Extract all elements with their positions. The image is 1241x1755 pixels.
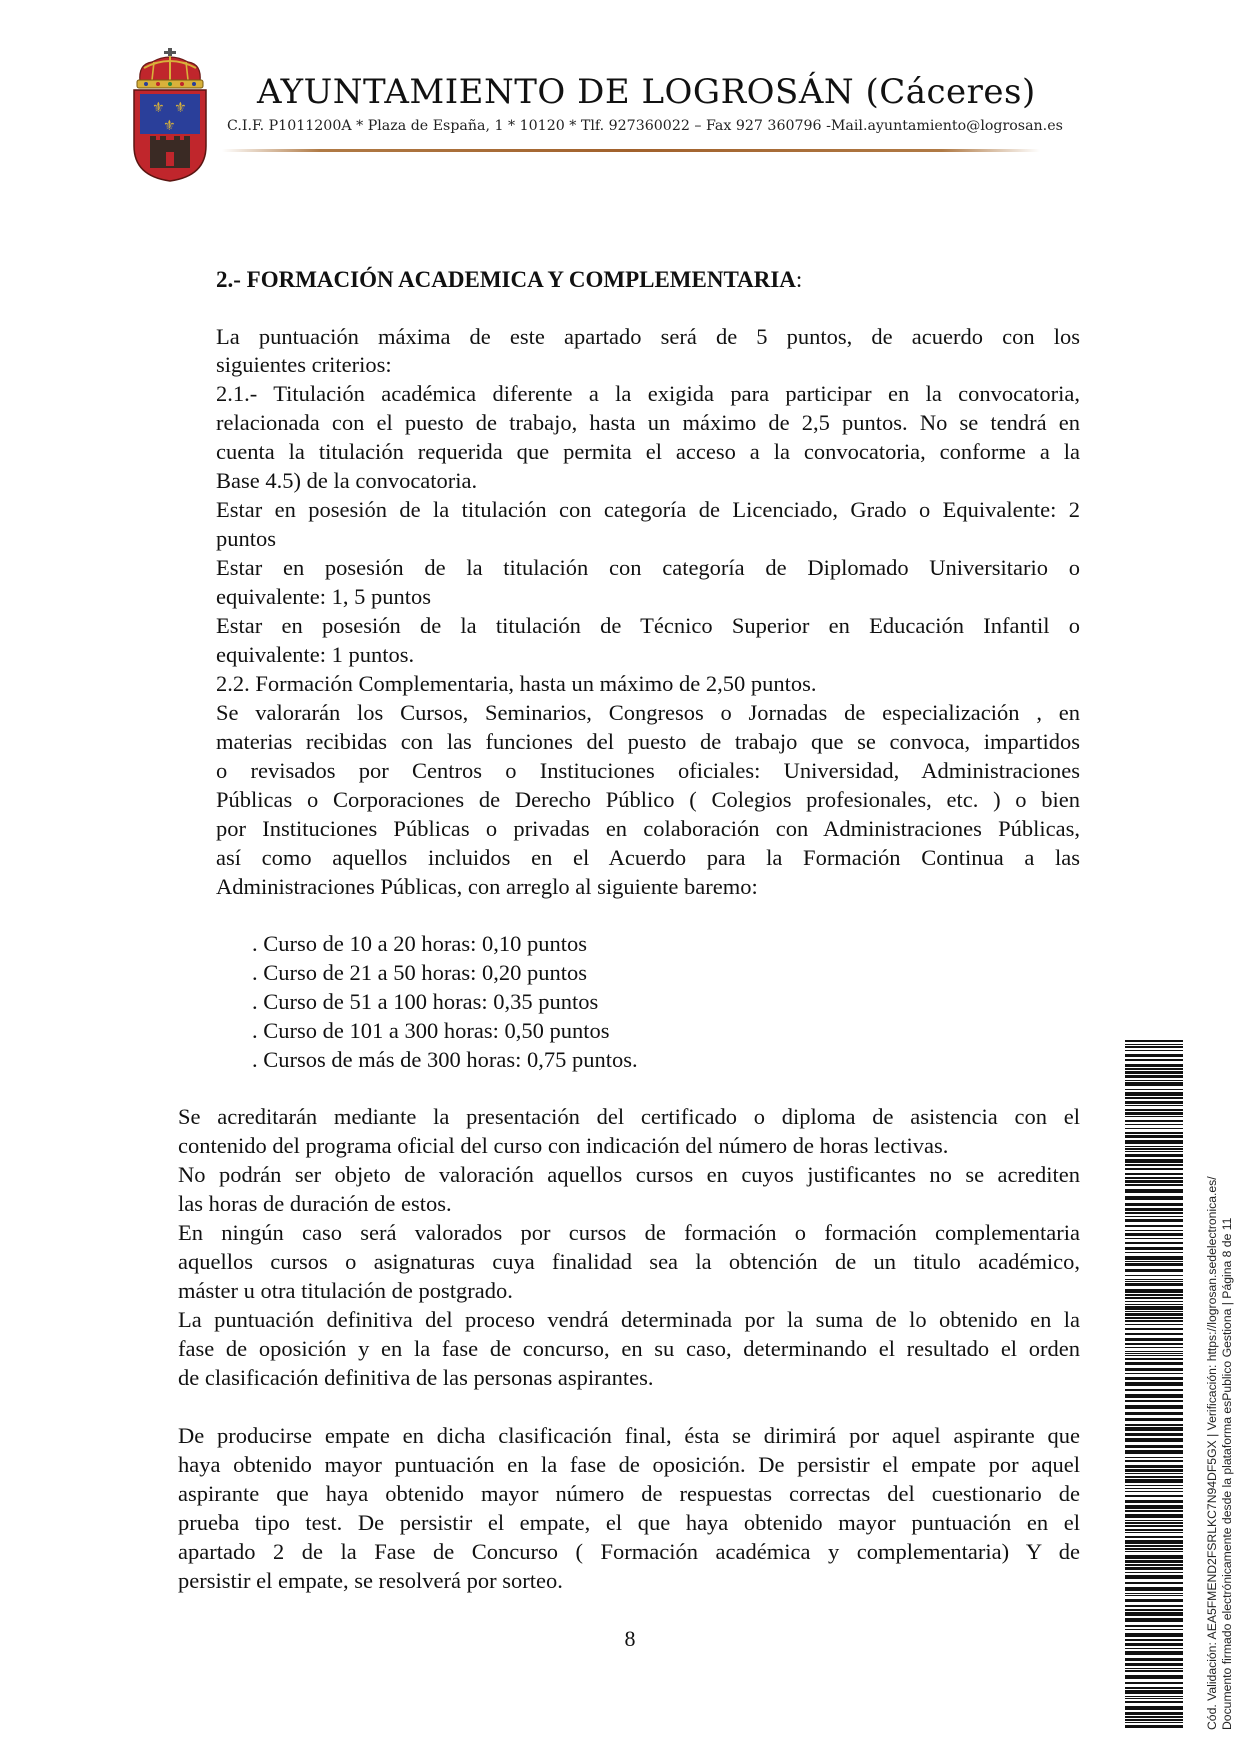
barcode-bar xyxy=(1125,1343,1183,1345)
barcode-bar xyxy=(1125,1068,1183,1070)
scale-list-item: . Curso de 51 a 100 horas: 0,35 puntos xyxy=(252,989,599,1014)
barcode-bar xyxy=(1125,1338,1183,1341)
barcode-bar xyxy=(1125,1116,1183,1117)
paragraph-line: o revisados por Centros o Instituciones oficiales: Universidad, Administraciones xyxy=(216,758,1080,783)
barcode-bar xyxy=(1125,1696,1183,1697)
barcode-bar xyxy=(1125,1587,1183,1591)
barcode-bar xyxy=(1125,1154,1183,1157)
barcode-bar xyxy=(1125,1151,1183,1152)
barcode-bar xyxy=(1125,1184,1183,1186)
paragraph-line: Se valorarán los Cursos, Seminarios, Congresos o Jornadas de especialización , en xyxy=(216,700,1080,725)
barcode-bar xyxy=(1125,1651,1183,1655)
barcode-bar xyxy=(1125,1405,1183,1409)
scale-list-item: . Curso de 10 a 20 horas: 0,10 puntos xyxy=(252,931,587,956)
barcode-bar xyxy=(1125,1064,1183,1067)
barcode-bar xyxy=(1125,1256,1183,1260)
barcode-bar xyxy=(1125,1140,1183,1144)
barcode-bar xyxy=(1125,1719,1183,1721)
barcode-bar xyxy=(1125,1433,1183,1436)
barcode-bar xyxy=(1125,1536,1183,1538)
barcode-bar xyxy=(1125,1269,1183,1272)
barcode-bar xyxy=(1125,1148,1183,1150)
paragraph-line: equivalente: 1 puntos. xyxy=(216,642,415,667)
barcode-bar xyxy=(1125,1135,1183,1138)
barcode-bar xyxy=(1125,1520,1183,1521)
barcode-bar xyxy=(1125,1609,1183,1611)
barcode-bar xyxy=(1125,1225,1183,1227)
barcode-bar xyxy=(1125,1247,1183,1250)
paragraph-line: La puntuación definitiva del proceso vendrá determinada por la suma de lo obtenido en la xyxy=(178,1307,1080,1332)
barcode-bar xyxy=(1125,1629,1183,1630)
barcode-bar xyxy=(1125,1252,1183,1253)
scale-list-item: . Curso de 21 a 50 horas: 0,20 puntos xyxy=(252,960,587,985)
barcode-bar xyxy=(1125,1368,1183,1371)
barcode-bar xyxy=(1125,1529,1183,1531)
section-heading-text: 2.- FORMACIÓN ACADEMICA Y COMPLEMENTARIA xyxy=(216,267,796,292)
barcode-bar xyxy=(1125,1424,1183,1426)
barcode-bar xyxy=(1125,1358,1183,1360)
barcode-bar xyxy=(1125,1605,1183,1607)
paragraph-line: No podrán ser objeto de valoración aquellos cursos en cuyos justificantes no se acrediten xyxy=(178,1162,1080,1187)
section-heading xyxy=(216,265,802,295)
barcode-bar xyxy=(1125,1054,1183,1057)
barcode-bar xyxy=(1125,1377,1183,1380)
barcode-bar xyxy=(1125,1670,1183,1672)
barcode-bar xyxy=(1125,1109,1183,1111)
barcode-bar xyxy=(1125,1394,1183,1398)
barcode-bar xyxy=(1125,1575,1183,1579)
barcode-bar xyxy=(1125,1522,1183,1524)
barcode-bar xyxy=(1125,1488,1183,1489)
coat-of-arms-icon xyxy=(130,48,210,182)
barcode-bar xyxy=(1125,1159,1183,1163)
barcode-bar xyxy=(1125,1473,1183,1474)
barcode-bar xyxy=(1125,1491,1183,1492)
barcode-bar xyxy=(1125,1173,1183,1175)
barcode-bar xyxy=(1125,1716,1183,1718)
paragraph-line: prueba tipo test. De persistir el empate, el que haya obtenido mayor puntuación en el xyxy=(178,1510,1080,1535)
paragraph-line: cuenta la titulación requerida que permita el acceso a la convocatoria, conforme a la xyxy=(216,439,1080,464)
barcode-bar xyxy=(1125,1238,1183,1239)
svg-text:⚜: ⚜ xyxy=(152,100,165,116)
barcode-bar xyxy=(1125,1555,1183,1559)
barcode-bar xyxy=(1125,1427,1183,1431)
barcode-bar xyxy=(1125,1560,1183,1563)
barcode-bar xyxy=(1125,1101,1183,1104)
barcode-bar xyxy=(1125,1582,1183,1584)
paragraph-line: siguientes criterios: xyxy=(216,352,392,377)
paragraph-line: apartado 2 de la Fase de Concurso ( Formación académica y complementaria) Y de xyxy=(178,1539,1080,1564)
barcode-bar xyxy=(1125,1347,1183,1348)
barcode-bar xyxy=(1125,1196,1183,1200)
barcode-bar xyxy=(1125,1289,1183,1293)
scale-list-item: . Curso de 101 a 300 horas: 0,50 puntos xyxy=(252,1018,610,1043)
barcode-bar xyxy=(1125,1080,1183,1081)
barcode-bar xyxy=(1125,1551,1183,1552)
barcode-bar xyxy=(1125,1373,1183,1374)
barcode-bar xyxy=(1125,1132,1183,1134)
barcode-bar xyxy=(1125,1177,1183,1179)
organization-contact-details: C.I.F. P1011200A * Plaza de España, 1 * 10120 * Tlf. 927360022 – Fax 927 360796 -Mail.ayuntamiento@logrosan.es xyxy=(227,118,1063,134)
barcode-bar xyxy=(1125,1445,1183,1448)
barcode-bar xyxy=(1125,1412,1183,1415)
barcode-bar xyxy=(1125,1712,1183,1715)
page-number: 8 xyxy=(624,1626,636,1651)
barcode-bar xyxy=(1125,1438,1183,1442)
verification-code-line: Cód. Validación: AEA5FMEND2FSRLKC7N94DF5GX | Verificación: https://logrosan.sedelectronica.es/ xyxy=(1205,1176,1219,1730)
barcode-bar xyxy=(1125,1625,1183,1627)
paragraph-line: haya obtenido mayor puntuación en la fase de oposición. De persistir el empate por aquel xyxy=(178,1452,1080,1477)
paragraph-line: 2.1.- Titulación académica diferente a la exigida para participar en la convocatoria, xyxy=(216,381,1080,406)
barcode-bar xyxy=(1125,1675,1183,1679)
paragraph-line: Estar en posesión de la titulación con categoría de Licenciado, Grado o Equivalente: 2 xyxy=(216,497,1080,522)
barcode-bar xyxy=(1125,1595,1183,1596)
barcode-bar xyxy=(1125,1333,1183,1335)
barcode-bar xyxy=(1125,1687,1183,1689)
paragraph-line: de clasificación definitiva de las personas aspirantes. xyxy=(178,1365,654,1390)
barcode-bar xyxy=(1125,1168,1183,1170)
barcode-bar xyxy=(1125,1230,1183,1231)
paragraph-line: equivalente: 1, 5 puntos xyxy=(216,584,431,609)
barcode-bar xyxy=(1125,1548,1183,1550)
barcode-bar xyxy=(1125,1469,1183,1472)
barcode-bar xyxy=(1125,1294,1183,1296)
barcode-bar xyxy=(1125,1279,1183,1280)
barcode-bar xyxy=(1125,1089,1183,1090)
paragraph-line: persistir el empate, se resolverá por sorteo. xyxy=(178,1568,563,1593)
barcode-bar xyxy=(1125,1112,1183,1115)
svg-text:⚜: ⚜ xyxy=(174,100,187,116)
barcode-bar xyxy=(1125,1572,1183,1573)
barcode-bar xyxy=(1125,1105,1183,1106)
barcode-bar xyxy=(1125,1668,1183,1669)
paragraph-line: máster u otra titulación de postgrado. xyxy=(178,1278,513,1303)
barcode-bar xyxy=(1125,1092,1183,1096)
verification-strip xyxy=(1125,1040,1234,1730)
scale-list-item: . Cursos de más de 300 horas: 0,75 puntos. xyxy=(252,1047,638,1072)
paragraph-line: materias recibidas con las funciones del puesto de trabajo que se convoca, impartidos xyxy=(216,729,1080,754)
barcode-bar xyxy=(1125,1500,1183,1503)
paragraph-line: Se acreditarán mediante la presentación del certificado o diploma de asistencia con el xyxy=(178,1104,1080,1129)
barcode-bar xyxy=(1125,1275,1183,1276)
barcode-bar xyxy=(1125,1044,1183,1045)
barcode-bar xyxy=(1125,1216,1183,1217)
barcode-bar xyxy=(1125,1311,1183,1312)
paragraph-line: aspirante que haya obtenido mayor número de respuestas correctas del cuestionario de xyxy=(178,1481,1080,1506)
paragraph-line: Administraciones Públicas, con arreglo al siguiente baremo: xyxy=(216,874,758,899)
paragraph-line: Base 4.5) de la convocatoria. xyxy=(216,468,478,493)
barcode-bar xyxy=(1125,1189,1183,1193)
organization-title: AYUNTAMIENTO DE LOGROSÁN (Cáceres) xyxy=(257,72,1036,112)
barcode-bar xyxy=(1125,1567,1183,1570)
barcode-bar xyxy=(1125,1476,1183,1478)
barcode-bar xyxy=(1125,1263,1183,1266)
barcode-bar xyxy=(1125,1618,1183,1622)
barcode-bar xyxy=(1125,1564,1183,1566)
paragraph-line: Públicas o Corporaciones de Derecho Público ( Colegios profesionales, etc. ) o bien xyxy=(216,787,1080,812)
barcode-bar xyxy=(1125,1164,1183,1166)
paragraph-line: De producirse empate en dicha clasificación final, ésta se dirimirá por aquel aspirante que xyxy=(178,1423,1080,1448)
barcode-bar xyxy=(1125,1457,1183,1458)
barcode-bar xyxy=(1125,1128,1183,1129)
paragraph-line: fase de oposición y en la fase de concurso, en su caso, determinando el resultado el orden xyxy=(178,1336,1080,1361)
paragraph-line: La puntuación máxima de este apartado será de 5 puntos, de acuerdo con los xyxy=(216,324,1080,349)
barcode-bar xyxy=(1125,1722,1183,1723)
barcode-bar xyxy=(1125,1639,1183,1641)
barcode-bar xyxy=(1125,1046,1183,1048)
barcode-bar xyxy=(1125,1120,1183,1122)
barcode-bar xyxy=(1125,1353,1183,1354)
barcode-bar xyxy=(1125,1124,1183,1125)
barcode-bar xyxy=(1125,1059,1183,1061)
barcode-bar xyxy=(1125,1643,1183,1646)
barcode-bar xyxy=(1125,1633,1183,1637)
barcode-bar xyxy=(1125,1418,1183,1421)
barcode-bar xyxy=(1125,1505,1183,1509)
barcode-bar xyxy=(1125,1510,1183,1512)
barcode-bar xyxy=(1125,1351,1183,1352)
paragraph-line: 2.2. Formación Complementaria, hasta un máximo de 2,50 puntos. xyxy=(216,671,817,696)
barcode-bar xyxy=(1125,1400,1183,1402)
barcode-bar xyxy=(1125,1612,1183,1616)
barcode-bar xyxy=(1125,1690,1183,1694)
barcode-bar xyxy=(1125,1208,1183,1211)
barcode-bar xyxy=(1125,1658,1183,1661)
barcode-bar xyxy=(1125,1701,1183,1703)
paragraph-line: contenido del programa oficial del curso con indicación del número de horas lectivas. xyxy=(178,1133,949,1158)
barcode-bar xyxy=(1125,1460,1183,1462)
barcode-bar xyxy=(1125,1495,1183,1497)
barcode-bar xyxy=(1125,1328,1183,1330)
paragraph-line: por Instituciones Públicas o privadas en colaboración con Administraciones Públicas, xyxy=(216,816,1080,841)
barcode-bar xyxy=(1125,1324,1183,1325)
barcode-bar xyxy=(1125,1242,1183,1244)
paragraph-line: Estar en posesión de la titulación de Técnico Superior en Educación Infantil o xyxy=(216,613,1080,638)
barcode-bar xyxy=(1125,1297,1183,1299)
barcode-bar xyxy=(1125,1725,1183,1728)
paragraph-line: Estar en posesión de la titulación con categoría de Diplomado Universitario o xyxy=(216,555,1080,580)
barcode-bar xyxy=(1125,1355,1183,1356)
barcode-bar xyxy=(1125,1313,1183,1316)
barcode-bar xyxy=(1125,1281,1183,1282)
barcode-bar xyxy=(1125,1525,1183,1527)
barcode-bar xyxy=(1125,1599,1183,1602)
paragraph-line: En ningún caso será valorados por cursos de formación o formación complementaria xyxy=(178,1220,1080,1245)
barcode-bar xyxy=(1125,1233,1183,1236)
barcode-bar xyxy=(1125,1180,1183,1183)
barcode-bar xyxy=(1125,1532,1183,1533)
barcode-bar xyxy=(1125,1283,1183,1286)
barcode-bar xyxy=(1125,1389,1183,1391)
verification-platform-line: Documento firmado electrónicamente desde la plataforma esPublico Gestiona | Página 8 de 11 xyxy=(1219,1217,1234,1730)
section-heading-colon: : xyxy=(795,267,803,292)
barcode-bar xyxy=(1125,1203,1183,1206)
barcode-bar xyxy=(1125,1301,1183,1302)
barcode-bar xyxy=(1125,1362,1183,1365)
header-divider xyxy=(222,149,1040,152)
barcode-bar xyxy=(1125,1648,1183,1649)
barcode-bar xyxy=(1125,1146,1183,1147)
paragraph-line: relacionada con el puesto de trabajo, hasta un máximo de 2,5 puntos. No se tendrá en xyxy=(216,410,1080,435)
barcode-bar xyxy=(1125,1540,1183,1544)
barcode-bar xyxy=(1125,1212,1183,1214)
svg-text:⚜: ⚜ xyxy=(163,118,176,134)
barcode-bar xyxy=(1125,1075,1183,1078)
barcode-bar xyxy=(1125,1261,1183,1262)
barcode-bar xyxy=(1125,1706,1183,1710)
barcode-bar xyxy=(1125,1485,1183,1486)
barcode-icon xyxy=(1125,1040,1183,1730)
barcode-bar xyxy=(1125,1306,1183,1310)
barcode-bar xyxy=(1125,1050,1183,1051)
barcode-bar xyxy=(1125,1082,1183,1086)
paragraph-line: aquellos cursos o asignaturas cuya finalidad sea la obtención de un titulo académico, xyxy=(178,1249,1080,1274)
paragraph-line: así como aquellos incluidos en el Acuerdo para la Formación Continua a las xyxy=(216,845,1080,870)
barcode-bar xyxy=(1125,1040,1183,1042)
barcode-bar xyxy=(1125,1545,1183,1547)
barcode-bar xyxy=(1125,1593,1183,1594)
barcode-bar xyxy=(1125,1698,1183,1699)
barcode-bar xyxy=(1125,1479,1183,1483)
verification-text xyxy=(1205,1040,1241,1730)
paragraph-line: puntos xyxy=(216,526,277,551)
barcode-bar xyxy=(1125,1317,1183,1319)
barcode-bar xyxy=(1125,1304,1183,1305)
barcode-bar xyxy=(1125,1071,1183,1074)
barcode-bar xyxy=(1125,1320,1183,1322)
barcode-bar xyxy=(1125,1465,1183,1468)
barcode-bar xyxy=(1125,1382,1183,1386)
barcode-bar xyxy=(1125,1514,1183,1518)
barcode-bar xyxy=(1125,1663,1183,1666)
barcode-bar xyxy=(1125,1682,1183,1684)
barcode-bar xyxy=(1125,1450,1183,1454)
barcode-bar xyxy=(1125,1097,1183,1099)
barcode-bar xyxy=(1125,1219,1183,1222)
paragraph-line: las horas de duración de estos. xyxy=(178,1191,452,1216)
letterhead xyxy=(0,0,1241,200)
